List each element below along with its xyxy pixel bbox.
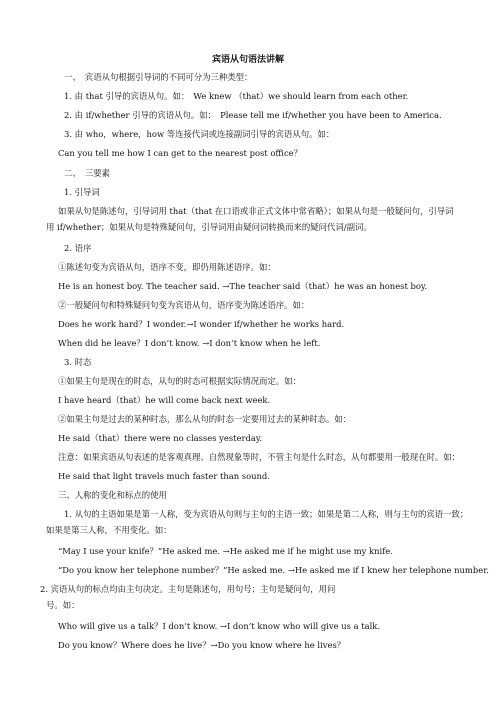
section-heading-1: 一、 宾语从句根据引导词的不同可分为三种类型：: [64, 72, 253, 82]
text-line: 2. 宾语从句的标点均由主句决定。主句是陈述句，用句号；主句是疑问句，用问: [40, 584, 336, 594]
document-title: 宾语从句语法讲解: [211, 55, 284, 65]
example-line: Do you know？Where does he live？→Do you know where he lives？: [58, 640, 346, 650]
text-line: ②如果主句是过去的某种时态，那么从句的时态一定要用过去的某种时态。如：: [58, 414, 352, 424]
text-line: ①如果主句是现在的时态，从句的时态可根据实际情况而定。如：: [58, 376, 301, 386]
example-line: He is an honest boy. The teacher said. →The teacher said（that）he was an honest boy.: [58, 281, 428, 291]
subheading: 3. 时态: [64, 357, 92, 367]
example-line: I have heard（that）he will come back next week.: [58, 395, 271, 405]
example-line: “Do you know her telephone number？”He asked me. →He asked me if I knew her telephone number.: [58, 565, 489, 575]
text-line: 号。如：: [46, 600, 80, 610]
section-heading-2: 二、 三要素: [64, 168, 111, 178]
subheading: 2. 语序: [64, 243, 92, 253]
text-line: ①陈述句变为宾语从句，语序不变，即仍用陈述语序。如：: [58, 262, 276, 272]
example-line: He said（that）there were no classes yesterday.: [58, 433, 263, 443]
example-line: “May I use your knife？”He asked me. →He asked me if he might use my knife.: [58, 546, 393, 556]
text-line: 1. 从句的主语如果是第一人称，变为宾语从句则与主句的主语一致；如果是第二人称，则与主句的宾语一致；: [64, 509, 469, 519]
text-line: 2. 由 if/whether 引导的宾语从句。如： Please tell me if/whether you have been to America.: [64, 110, 442, 120]
subheading: 1. 引导词: [64, 187, 100, 197]
example-line: Does he work hard？I wonder.→I wonder if/whether he works hard.: [58, 319, 345, 329]
example-line: He said that light travels much faster than sound.: [58, 471, 270, 481]
text-line: ②一般疑问句和特殊疑问句变为宾语从句，语序变为陈述语序。如：: [58, 300, 310, 310]
text-line: 1. 由 that 引导的宾语从句。如： We knew （that）we should learn from each other.: [64, 91, 409, 101]
example-line: When did he leave？I don’t know. →I don’t know when he left.: [58, 338, 321, 348]
text-line: Can you tell me how I can get to the nearest post office？: [58, 148, 303, 158]
text-line: 用 if/whether；如果从句是特殊疑问句，引导词用由疑问词转换而来的疑问代词/副词。: [46, 222, 372, 232]
section-heading-3: 三、人称的变化和标点的使用: [58, 490, 167, 500]
example-line: Who will give us a talk？I don’t know. →I don’t know who will give us a talk.: [58, 621, 381, 631]
text-line: 如果从句是陈述句，引导词用 that（that 在口语或非正式文体中常省略）；如果从句是一般疑问句，引导词: [58, 206, 454, 216]
text-line: 3. 由 who，where，how 等连接代词或连接副词引导的宾语从句。如：: [64, 129, 335, 139]
text-line: 如果是第三人称，不用变化。如：: [46, 525, 172, 535]
note-line: 注意：如果宾语从句表述的是客观真理、自然现象等时，不管主句是什么时态，从句都要用一般现在时。如：: [58, 452, 460, 462]
